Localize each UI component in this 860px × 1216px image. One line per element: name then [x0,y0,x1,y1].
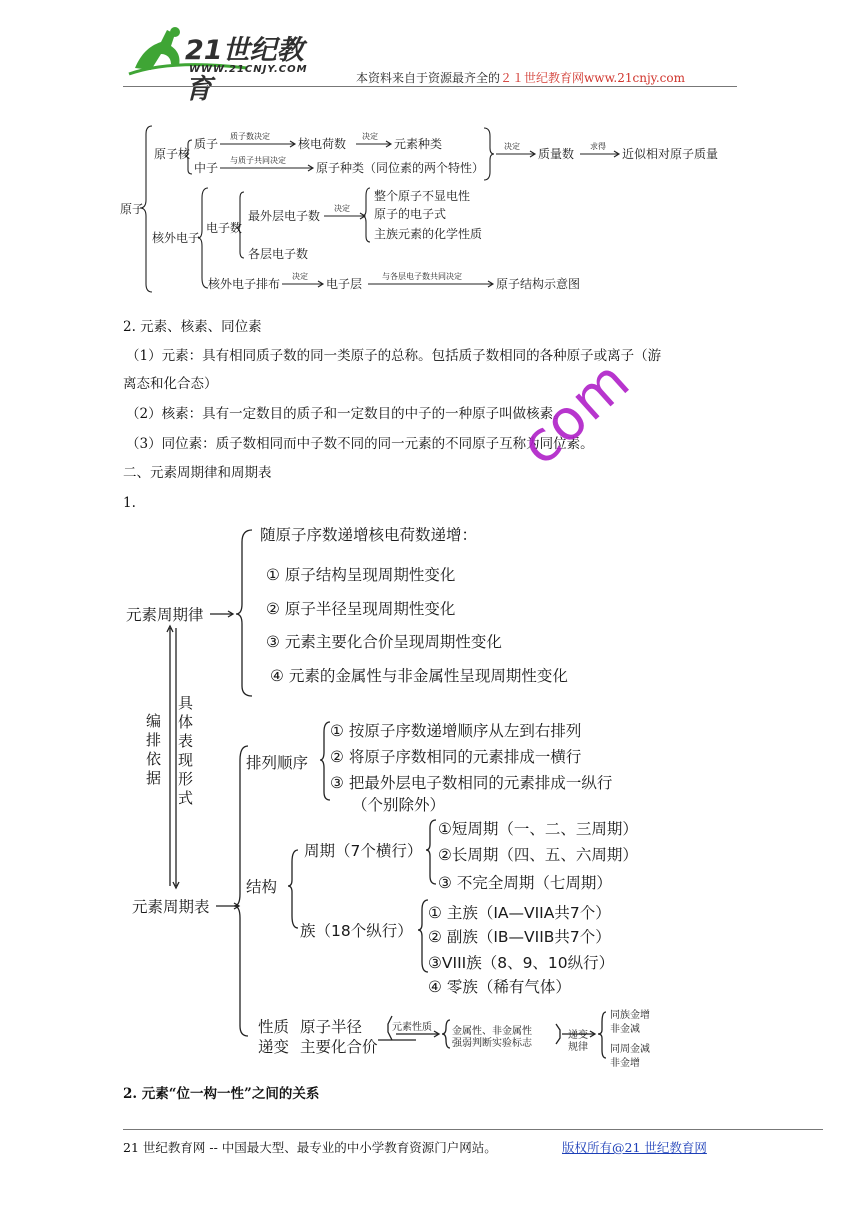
atom-prop3: 主族元素的化学性质 [374,227,483,241]
section2-item3: （3）同位素：质子数相同而中子数不同的同一元素的不同原子互称为同位素。 [126,436,594,452]
pt-period1: ①短周期（一、二、三周期） [438,820,638,838]
logo-title: 21世纪教育 [185,35,304,105]
atom-decides-4: 决定 [292,272,308,281]
section2-item2: （2）核素：具有一定数目的质子和一定数目的中子的一种原子叫做核素。 [126,406,567,422]
pt-valence: 主要化合价 [300,1038,378,1056]
footer-left: 21 世纪教育网 -- 中国最大型、最专业的中小学教育资源门户网站。 [123,1140,497,1155]
pt-same-group-2: 非金减 [610,1024,640,1035]
pt-same-period-1: 同周金减 [610,1044,650,1055]
pt-same-period-2: 非金增 [610,1058,640,1069]
pt-trend-b: 递变 [258,1038,290,1056]
atom-neutron: 中子 [194,161,219,175]
atom-each-layer: 各层电子数 [248,247,309,261]
logo-url: WWW.21CNJY.COM [189,64,308,75]
atom-outer-electrons: 核外电子 [152,231,201,245]
atom-atom-kind: 原子种类（同位素的两个特性） [316,161,485,175]
atom-mass-number: 质量数 [538,147,575,161]
header-note-red: ２１世纪教育网 [500,71,585,85]
pt-period: 周期（7个横行） [304,842,423,860]
pt-left-vertical: 编排依据 [146,712,162,787]
header-note [356,69,685,86]
atom-prop1: 整个原子不显电性 [374,189,471,203]
pt-group: 族（18个纵行） [300,922,413,940]
atom-root: 原子 [120,202,145,216]
pt-law1: ① 原子结构呈现周期性变化 [266,566,456,584]
logo [127,24,327,105]
pt-metal1: 金属性、非金属性 [452,1026,532,1037]
pt-same-group-1: 同族金增 [610,1010,650,1021]
atom-derive: 求得 [590,142,606,151]
watermark: com [508,347,643,479]
pt-order2: ② 将原子序数相同的元素排成一横行 [330,748,582,766]
pt-right-vertical: 具体表现形式 [178,694,194,807]
pt-group4: ④ 零族（稀有气体） [428,978,571,996]
atom-decides-2: 决定 [504,142,520,151]
atom-label-layer-decide: 与各层电子数共同决定 [382,272,462,281]
atom-relative-mass: 近似相对原子质量 [622,147,719,161]
atom-proton: 质子 [194,137,219,151]
periodic-table-diagram [120,516,680,1076]
pt-metal2: 强弱判断实验标志 [452,1038,532,1049]
pt-group2: ② 副族（IB—VIIB共7个） [428,928,611,946]
pt-rule-b: 规律 [568,1042,588,1053]
header-note-prefix: 本资料来自于资源最齐全的 [356,71,501,85]
pt-radius: 原子半径 [300,1018,363,1036]
pt-trend-a: 性质 [258,1018,290,1036]
pt-structure: 结构 [246,878,278,896]
atom-arrangement: 核外电子排布 [208,277,281,291]
pt-group1: ① 主族（IA—VIIA共7个） [428,904,611,922]
atom-decides-1: 决定 [362,132,378,141]
atom-label-pn-decide: 与质子共同决定 [230,156,286,165]
pt-law3: ③ 元素主要化合价呈现周期性变化 [266,633,502,651]
relation-title: 2. 元素“位一构一性”之间的关系 [123,1086,320,1102]
footer-copyright-link[interactable]: 版权所有@21 世纪教育网 [562,1140,707,1155]
atom-electron-layer: 电子层 [326,277,363,291]
header-rule [123,86,737,87]
header-note-site: www.21cnjy.com [584,71,685,85]
atom-structure-diagram-label: 原子结构示意图 [496,277,581,291]
atom-element-kind: 元素种类 [394,137,443,151]
pt-law-intro: 随原子序数递增核电荷数递增： [260,526,478,544]
pt-order1: ① 按原子序数递增顺序从左到右排列 [330,722,582,740]
atom-decides-3: 决定 [334,204,350,213]
atom-structure-diagram [118,118,748,298]
pt-order3: ③ 把最外层电子数相同的元素排成一纵行 [330,774,613,792]
pt-order3b: （个别除外） [352,796,446,814]
pt-order: 排列顺序 [246,754,309,772]
atom-prop2: 原子的电子式 [374,207,447,221]
pt-group3: ③VIII族（8、9、10纵行） [428,954,615,972]
pt-table: 元素周期表 [132,898,210,916]
section2-item1-line1: （1）元素：具有相同质子数的同一类原子的总称。包括质子数相同的各种原子或离子（游 [126,348,662,364]
pt-period2: ②长周期（四、五、六周期） [438,846,638,864]
atom-label-proton-decides: 质子数决定 [230,132,270,141]
atom-nucleus: 原子核 [154,147,191,161]
section2-item1-line2: 离态和化合态） [123,376,218,392]
atom-electron-count: 电子数 [206,221,243,235]
section2-title: 2. 元素、核素、同位素 [123,319,262,335]
pt-law2: ② 原子半径呈现周期性变化 [266,600,456,618]
part2-title: 二、元素周期律和周期表 [123,465,272,481]
footer-rule [123,1129,823,1130]
pt-period3: ③ 不完全周期（七周期） [438,874,612,892]
pt-rule-a: 递变 [568,1030,588,1041]
part2-num1: 1. [123,495,136,511]
pt-law4: ④ 元素的金属性与非金属性呈现周期性变化 [270,667,568,685]
pt-elem-prop: 元素性质 [392,1022,432,1033]
atom-outermost-count: 最外层电子数 [248,209,321,223]
atom-nuclear-charge: 核电荷数 [298,137,347,151]
pt-law: 元素周期律 [126,606,204,624]
